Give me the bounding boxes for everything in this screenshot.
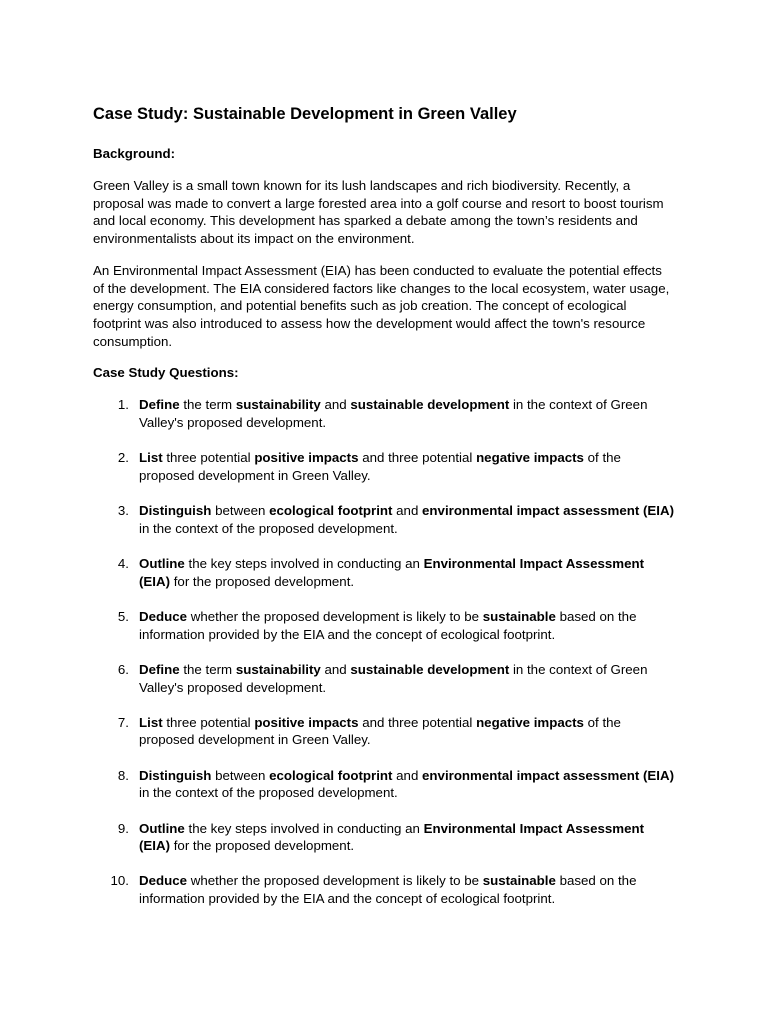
question-text: and three potential bbox=[358, 714, 477, 730]
question-number: 9. bbox=[117, 820, 129, 836]
question-text: the key steps involved in conducting an bbox=[184, 820, 424, 836]
question-keyword: Distinguish bbox=[139, 767, 212, 783]
question-keyword: sustainable development bbox=[350, 661, 510, 677]
question-text: based on the information provided by the EIA and the concept of ecological footprint. bbox=[139, 873, 637, 907]
question-text: the term bbox=[179, 397, 236, 413]
question-keyword: environmental impact assessment (EIA) bbox=[422, 503, 675, 519]
question-keyword: List bbox=[139, 450, 163, 466]
question-text: and three potential bbox=[358, 450, 477, 466]
question-item bbox=[93, 396, 676, 431]
question-item bbox=[93, 608, 676, 643]
question-keyword: sustainable development bbox=[350, 397, 510, 413]
question-text: whether the proposed development is likely to be bbox=[187, 608, 483, 624]
question-text: three potential bbox=[162, 714, 255, 730]
question-keyword: negative impacts bbox=[476, 714, 584, 730]
question-number: 3. bbox=[117, 503, 129, 519]
questions-heading: Case Study Questions: bbox=[93, 365, 239, 381]
question-number: 10. bbox=[110, 873, 129, 889]
question-number: 8. bbox=[117, 767, 129, 783]
question-number: 2. bbox=[117, 450, 129, 466]
question-text: and bbox=[320, 397, 351, 413]
question-number: 7. bbox=[117, 714, 129, 730]
question-keyword: sustainability bbox=[235, 397, 321, 413]
question-item bbox=[93, 820, 676, 855]
question-keyword: positive impacts bbox=[254, 714, 359, 730]
questions-list bbox=[93, 396, 676, 908]
question-keyword: ecological footprint bbox=[269, 767, 393, 783]
question-keyword: Distinguish bbox=[139, 503, 212, 519]
question-keyword: ecological footprint bbox=[269, 503, 393, 519]
question-keyword: Deduce bbox=[139, 608, 188, 624]
question-text: in the context of Green Valley's proposed development. bbox=[139, 397, 648, 431]
question-text: and bbox=[392, 503, 423, 519]
question-text: between bbox=[211, 503, 270, 519]
question-text: of the proposed development in Green Valley. bbox=[139, 450, 621, 483]
question-item bbox=[93, 767, 676, 802]
question-keyword: Define bbox=[139, 661, 180, 677]
question-text: between bbox=[211, 767, 270, 783]
question-keyword: positive impacts bbox=[254, 450, 359, 466]
background-paragraph-1: Green Valley is a small town known for its lush landscapes and rich biodiversity. Recently, a proposal was made to convert a large forested area into a golf course and resort to boost tourism and local economy. This development has sparked a debate among the town’s residents and environmentalists about its impact on the environment. bbox=[93, 178, 664, 247]
question-keyword: sustainable bbox=[482, 873, 556, 889]
question-text: in the context of the proposed development. bbox=[139, 520, 398, 536]
background-paragraph-2: An Environmental Impact Assessment (EIA) has been conducted to evaluate the potential effects of the development. The EIA considered factors like changes to the local ecosystem, water usage, energy consumption, and potential benefits such as job creation. The concept of ecological footprint was also introduced to assess how the development would affect the town's resource consumption. bbox=[93, 262, 670, 349]
question-keyword: Outline bbox=[139, 556, 185, 572]
question-text: the term bbox=[179, 661, 236, 677]
question-text: whether the proposed development is likely to be bbox=[187, 873, 483, 889]
question-text: in the context of Green Valley's proposed development. bbox=[139, 661, 648, 695]
question-item bbox=[93, 714, 676, 749]
question-keyword: sustainability bbox=[235, 661, 321, 677]
question-keyword: Environmental Impact Assessment (EIA) bbox=[139, 556, 645, 589]
question-text: for the proposed development. bbox=[170, 838, 355, 854]
question-number: 4. bbox=[117, 556, 129, 572]
question-keyword: Deduce bbox=[139, 873, 188, 889]
question-keyword: Outline bbox=[139, 820, 185, 836]
question-item bbox=[93, 661, 676, 696]
question-keyword: Define bbox=[139, 397, 180, 413]
question-text: in the context of the proposed development. bbox=[139, 785, 398, 801]
question-keyword: List bbox=[139, 714, 163, 730]
question-text: based on the information provided by the EIA and the concept of ecological footprint. bbox=[139, 608, 637, 642]
question-item bbox=[93, 502, 676, 537]
question-text: three potential bbox=[162, 450, 255, 466]
background-heading: Background: bbox=[93, 146, 176, 161]
question-keyword: environmental impact assessment (EIA) bbox=[422, 767, 675, 783]
question-text: the key steps involved in conducting an bbox=[184, 556, 424, 572]
question-text: of the proposed development in Green Valley. bbox=[139, 714, 621, 748]
question-text: and bbox=[320, 661, 351, 677]
question-keyword: negative impacts bbox=[476, 450, 584, 466]
question-number: 1. bbox=[117, 397, 129, 413]
document-title: Case Study: Sustainable Development in Green Valley bbox=[93, 105, 517, 123]
question-item bbox=[93, 449, 676, 484]
question-text: for the proposed development. bbox=[170, 573, 355, 589]
question-keyword: Environmental Impact Assessment (EIA) bbox=[139, 820, 645, 854]
question-number: 5. bbox=[117, 608, 129, 624]
question-number: 6. bbox=[117, 661, 129, 677]
question-text: and bbox=[392, 767, 423, 783]
question-keyword: sustainable bbox=[482, 608, 556, 624]
question-item bbox=[93, 872, 676, 907]
question-item bbox=[93, 555, 676, 590]
